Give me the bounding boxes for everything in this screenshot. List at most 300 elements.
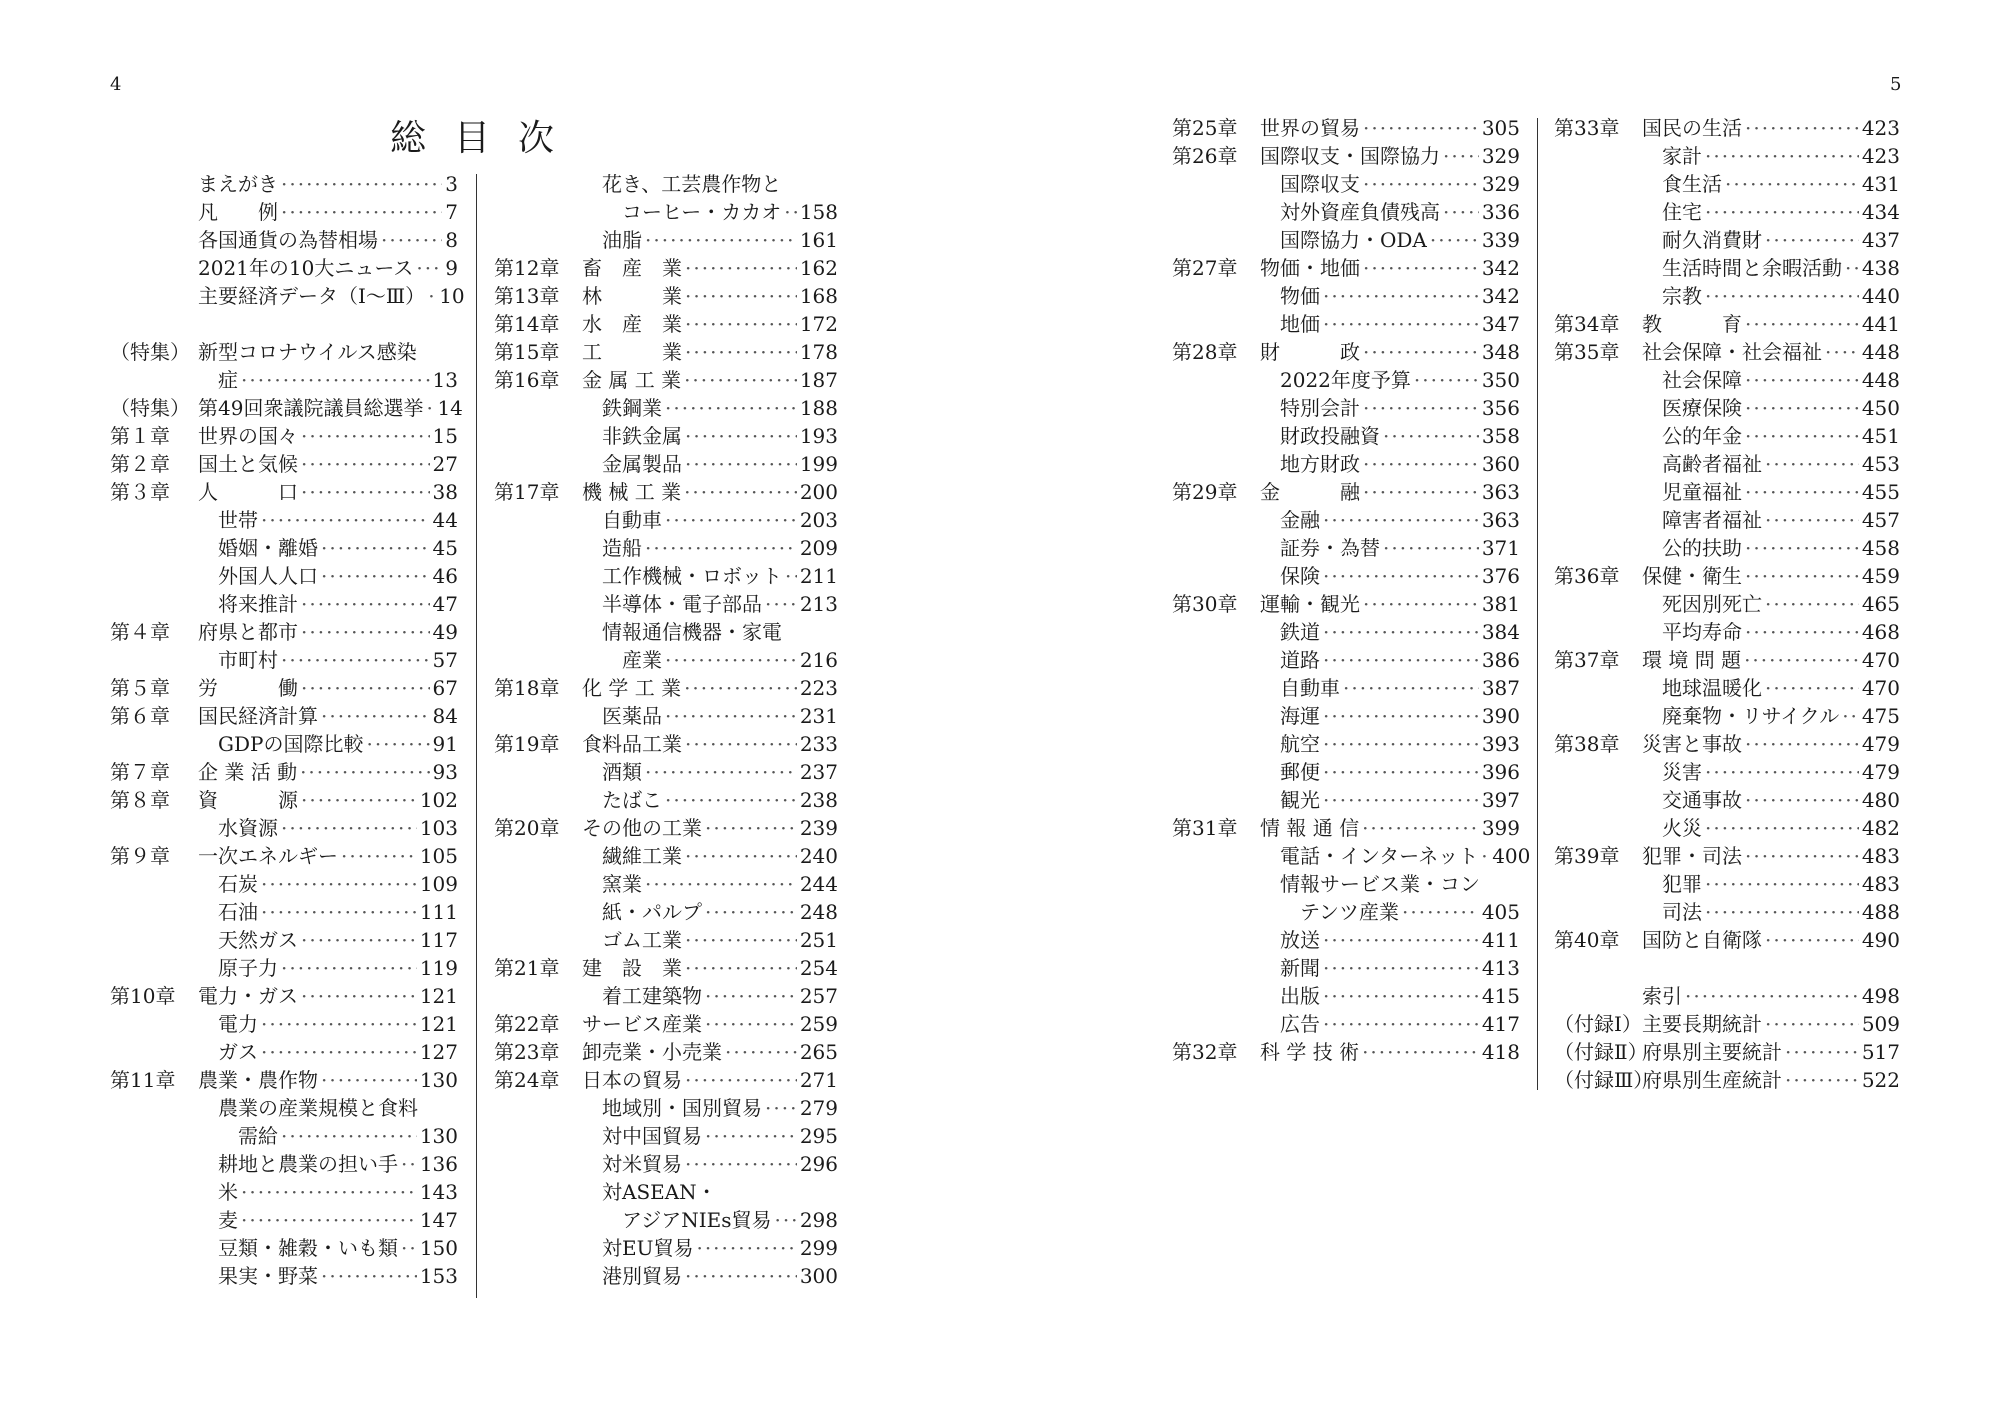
toc-entry [1172,478,1520,506]
entry-title: 高齢者福祉 [1662,452,1762,476]
entry-title: 世界の国々 [198,424,298,448]
toc-entry [1172,646,1520,674]
page-ref: 296 [799,1152,838,1176]
chapter-label: 第９章 [110,844,170,868]
leader-dots [1363,450,1479,478]
toc-entry [494,1094,838,1122]
page-ref: 254 [799,956,838,980]
leader-dots [1323,618,1479,646]
page-ref: 490 [1861,928,1900,952]
page-ref: 188 [799,396,838,420]
entry-title: 医療保険 [1662,396,1742,420]
chapter-label: 第20章 [494,816,560,840]
entry-title: 環 境 問 題 [1642,648,1742,672]
page-ref: 459 [1861,564,1900,588]
toc-entry [110,1038,458,1066]
leader-dots [1323,730,1479,758]
leader-dots [1785,1066,1859,1094]
toc-entry [494,954,838,982]
entry-title: 保険 [1280,564,1320,588]
leader-dots [684,674,797,702]
entry-title: 国際収支 [1280,172,1360,196]
toc-entry [494,1178,838,1206]
leader-dots [1745,562,1859,590]
entry-title: 対外資産負債残高 [1280,200,1440,224]
entry-title: 労 働 [198,676,298,700]
leader-dots [281,170,442,198]
page-ref: 127 [419,1040,458,1064]
toc-entry [110,842,458,870]
page-ref: 49 [432,620,458,644]
toc-entry [1554,338,1900,366]
toc-entry [1554,366,1900,394]
entry-title: 公的年金 [1662,424,1742,448]
toc-entry [494,1038,838,1066]
toc-entry [494,366,838,394]
entry-title: 新聞 [1280,956,1320,980]
page-ref: 423 [1861,144,1900,168]
chapter-label: 第２章 [110,452,170,476]
toc-entry [110,1122,458,1150]
toc-entry [1172,450,1520,478]
toc-entry [494,1150,838,1178]
leader-dots [1745,422,1859,450]
page-ref: 7 [445,200,458,224]
entry-title: 非鉄金属 [602,424,682,448]
leader-dots [665,702,797,730]
leader-dots [1765,506,1859,534]
entry-title: 林 業 [582,284,682,308]
page-ref: 239 [799,816,838,840]
leader-dots [645,870,797,898]
toc-entry [1172,898,1520,926]
entry-title: まえがき [198,172,278,196]
entry-title: 米 [218,1180,238,1204]
page-ref: 223 [799,676,838,700]
leader-dots [784,198,797,226]
column-rule-1 [476,174,477,1298]
entry-title: 工 業 [582,340,682,364]
entry-title: 農業の産業規模と食料 [218,1096,418,1120]
leader-dots [1323,982,1479,1010]
page-ref: 434 [1861,200,1900,224]
leader-dots [685,422,797,450]
page-ref: 200 [799,480,838,504]
page-ref: 67 [432,676,458,700]
leader-dots [696,1234,796,1262]
entry-title: 平均寿命 [1662,620,1742,644]
chapter-label: 第31章 [1172,816,1238,840]
leader-dots [705,1122,797,1150]
toc-entry [494,702,838,730]
entry-title: 交通事故 [1662,788,1742,812]
entry-title: 災害 [1662,760,1702,784]
page-ref: 468 [1861,620,1900,644]
page-ref: 448 [1861,340,1900,364]
page-ref: 455 [1861,480,1900,504]
toc-entry [1172,590,1520,618]
entry-title: 観光 [1280,788,1320,812]
toc-entry [494,562,838,590]
entry-title: 花き、工芸農作物と [602,172,782,196]
entry-title: 婚姻・離婚 [218,536,318,560]
page-ref: 130 [419,1124,458,1148]
page-ref: 248 [799,900,838,924]
leader-dots [1745,114,1859,142]
leader-dots [301,422,430,450]
entry-title: 郵便 [1280,760,1320,784]
toc-entry [1554,562,1900,590]
toc-entry [1554,198,1900,226]
page-ref: 119 [419,956,458,980]
leader-dots [1343,674,1479,702]
leader-dots [1323,926,1479,954]
leader-dots [1705,282,1859,310]
leader-dots [241,1178,417,1206]
page-ref: 386 [1481,648,1520,672]
toc-entry [1554,870,1900,898]
leader-dots [665,506,797,534]
entry-title: 生活時間と余暇活動 [1662,256,1842,280]
entry-title: ゴム工業 [602,928,682,952]
entry-title: 住宅 [1662,200,1702,224]
entry-title: 府県別生産統計 [1642,1068,1782,1092]
page-ref: 488 [1861,900,1900,924]
leader-dots [1323,646,1479,674]
toc-entry [494,282,838,310]
entry-title: 市町村 [218,648,278,672]
page-ref: 517 [1861,1040,1900,1064]
toc-entry [110,394,463,422]
leader-dots [321,1262,417,1290]
entry-title: 水 産 業 [582,312,682,336]
toc-entry [1554,982,1900,1010]
toc-entry [494,422,838,450]
leader-dots [301,618,430,646]
page-ref: 15 [432,424,458,448]
leader-dots [1765,450,1859,478]
leader-dots [1765,674,1859,702]
leader-dots [684,366,797,394]
toc-entry [1172,926,1520,954]
page-ref: 390 [1481,704,1520,728]
chapter-label: 第22章 [494,1012,560,1036]
page-ref: 509 [1861,1012,1900,1036]
toc-entry [1554,506,1900,534]
toc-entry [1554,842,1900,870]
page-ref: 238 [799,788,838,812]
page-ref: 329 [1481,172,1520,196]
entry-title: 対ASEAN・ [602,1180,717,1204]
leader-dots [1744,646,1859,674]
toc-entry [1172,506,1520,534]
entry-title: 情報通信機器・家電 [602,620,782,644]
toc-entry [494,1234,838,1262]
toc-entry [494,534,838,562]
page-ref: 27 [432,452,458,476]
page-ref: 356 [1481,396,1520,420]
leader-dots [341,842,417,870]
toc-entry [110,1234,458,1262]
page-ref: 136 [419,1152,458,1176]
entry-title: 世界の貿易 [1260,116,1360,140]
entry-title: 将来推計 [218,592,298,616]
chapter-label: 第29章 [1172,480,1238,504]
page-ref: 480 [1861,788,1900,812]
entry-title: テンツ産業 [1300,900,1399,924]
entry-title: 耐久消費財 [1662,228,1762,252]
leader-dots [685,1066,797,1094]
leader-dots [1323,506,1479,534]
page-ref: 339 [1481,228,1520,252]
leader-dots [685,1262,797,1290]
entry-title: 人 口 [198,480,298,504]
entry-title: 金属製品 [602,452,682,476]
toc-entry [1172,1038,1520,1066]
chapter-label: （特集） [110,340,190,364]
entry-title: 自動車 [1280,676,1340,700]
toc-entry [1172,366,1520,394]
chapter-label: 第35章 [1554,340,1620,364]
page-ref: 143 [419,1180,458,1204]
toc-entry [110,646,458,674]
entry-title: 各国通貨の為替相場 [198,228,378,252]
toc-entry [494,1262,838,1290]
entry-title: サービス産業 [582,1012,702,1036]
leader-dots [241,366,430,394]
entry-title: アジアNIEs貿易 [622,1208,772,1232]
leader-dots [301,982,417,1010]
page-ref: 14 [437,396,463,420]
toc-entry [494,646,838,674]
leader-dots [1363,170,1479,198]
leader-dots [685,338,797,366]
entry-title: 第49回衆議院議員総選挙 [198,396,424,420]
page-ref: 522 [1861,1068,1900,1092]
toc-entry [1172,422,1520,450]
toc-entry [1554,926,1900,954]
toc-entry [1172,282,1520,310]
page-ref: 450 [1861,396,1900,420]
page-ref: 244 [799,872,838,896]
page-ref: 102 [419,788,458,812]
leader-dots [1363,478,1479,506]
leader-dots [1765,1010,1859,1038]
entry-title: 企 業 活 動 [198,760,298,784]
entry-title: 機 械 工 業 [582,480,682,504]
toc-entry [110,478,458,506]
entry-title: 対EU貿易 [602,1236,694,1260]
toc-entry [110,674,458,702]
leader-dots [281,1122,417,1150]
entry-title: 主要経済データ（Ⅰ～Ⅲ） [198,284,426,308]
page-ref: 347 [1481,312,1520,336]
leader-dots [321,702,430,730]
leader-dots [300,758,429,786]
entry-title: 証券・為替 [1280,536,1380,560]
chapter-label: 第11章 [110,1068,176,1092]
entry-title: 産業 [622,648,662,672]
entry-title: 半導体・電子部品 [602,592,762,616]
entry-title: 国防と自衛隊 [1642,928,1762,952]
entry-title: 食生活 [1662,172,1722,196]
toc-entry [1172,702,1520,730]
entry-title: 司法 [1662,900,1702,924]
entry-title: 石炭 [218,872,258,896]
leader-dots [1363,590,1479,618]
chapter-label: 第32章 [1172,1040,1238,1064]
leader-dots [401,1234,417,1262]
toc-entry [1554,142,1900,170]
toc-entry [110,618,458,646]
toc-entry [110,422,458,450]
leader-dots [1323,1010,1479,1038]
page-ref: 448 [1861,368,1900,392]
toc-entry [110,366,458,394]
toc-entry [1554,450,1900,478]
page-number-left: 4 [110,74,122,95]
toc-entry [1554,478,1900,506]
toc-entry [1172,338,1520,366]
page-ref: 45 [432,536,458,560]
chapter-label: 第27章 [1172,256,1238,280]
leader-dots [1842,702,1859,730]
toc-entry [494,170,838,198]
chapter-label: 第39章 [1554,844,1620,868]
toc-entry [1554,282,1900,310]
leader-dots [705,898,797,926]
page-title: 総目次 [390,118,583,159]
entry-title: 対中国貿易 [602,1124,702,1148]
toc-entry [110,534,458,562]
toc-entry [1172,674,1520,702]
page-ref: 168 [799,284,838,308]
toc-column-2 [494,170,838,1290]
toc-entry [110,758,458,786]
entry-title: 新型コロナウイルス感染 [198,340,417,364]
toc-entry [1554,422,1900,450]
leader-dots [1745,366,1859,394]
page-ref: 300 [799,1264,838,1288]
chapter-label: 第33章 [1554,116,1620,140]
page-ref: 396 [1481,760,1520,784]
entry-title: 医薬品 [602,704,662,728]
leader-dots [1705,198,1859,226]
entry-title: 障害者福祉 [1662,508,1762,532]
entry-title: 家計 [1662,144,1702,168]
page-ref: 376 [1481,564,1520,588]
entry-title: 紙・パルプ [602,900,702,924]
leader-dots [1745,842,1859,870]
toc-entry [110,1150,458,1178]
chapter-label: 第24章 [494,1068,560,1092]
entry-title: 農業・農作物 [198,1068,318,1092]
leader-dots [1383,422,1479,450]
page-ref: 57 [432,648,458,672]
leader-dots [685,954,797,982]
leader-dots [685,282,797,310]
toc-entry [1172,562,1520,590]
page-ref: 13 [432,368,458,392]
toc-entry [110,562,458,590]
toc-entry [494,786,838,814]
toc-entry [110,898,458,926]
leader-dots [1430,226,1479,254]
toc-entry [494,898,838,926]
entry-title: 財 政 [1260,340,1360,364]
toc-entry [110,1010,458,1038]
leader-dots [1785,1038,1859,1066]
chapter-label: 第26章 [1172,144,1238,168]
leader-dots [281,646,430,674]
page-ref: 363 [1481,480,1520,504]
chapter-label: 第８章 [110,788,170,812]
leader-dots [1745,394,1859,422]
toc-entry [110,226,458,254]
entry-title: 社会保障 [1662,368,1742,392]
toc-entry [1554,310,1900,338]
leader-dots [1402,898,1479,926]
page-ref: 363 [1481,508,1520,532]
page-ref: 305 [1481,116,1520,140]
toc-entry [1172,730,1520,758]
entry-title: 繊維工業 [602,844,682,868]
entry-title: 運輸・観光 [1260,592,1360,616]
leader-dots [1323,310,1479,338]
leader-dots [1443,142,1479,170]
leader-dots [301,786,417,814]
toc-entry [494,226,838,254]
entry-title: 犯罪 [1662,872,1702,896]
entry-title: 災害と事故 [1642,732,1742,756]
toc-entry [1172,786,1520,814]
page-ref: 3 [445,172,458,196]
page-ref: 483 [1861,844,1900,868]
entry-title: たばこ [602,788,662,812]
page-ref: 231 [799,704,838,728]
entry-title: 国際協力・ODA [1280,228,1427,252]
toc-entry [1172,534,1520,562]
page-ref: 498 [1861,984,1900,1008]
leader-dots [261,1038,417,1066]
toc-entry [1172,842,1531,870]
entry-title: 地価 [1280,312,1320,336]
entry-title: 電力・ガス [198,984,298,1008]
toc-entry [1172,954,1520,982]
entry-title: 情 報 通 信 [1260,816,1360,840]
toc-entry [1554,1038,1900,1066]
toc-entry [494,198,838,226]
toc-entry [494,674,838,702]
toc-entry [494,814,838,842]
toc-column-1 [110,170,465,1290]
leader-dots [281,814,417,842]
page-ref: 451 [1861,424,1900,448]
page-ref: 38 [432,480,458,504]
entry-title: 出版 [1280,984,1320,1008]
page-ref: 46 [432,564,458,588]
leader-dots [281,198,442,226]
page-ref: 423 [1861,116,1900,140]
toc-entry [494,870,838,898]
toc-entry [110,450,458,478]
leader-dots [1845,254,1859,282]
entry-title: 電話・インターネット [1280,844,1479,868]
entry-title: 豆類・雑穀・いも類 [218,1236,398,1260]
page-ref: 482 [1861,816,1900,840]
chapter-label: 第37章 [1554,648,1620,672]
toc-entry [110,506,458,534]
